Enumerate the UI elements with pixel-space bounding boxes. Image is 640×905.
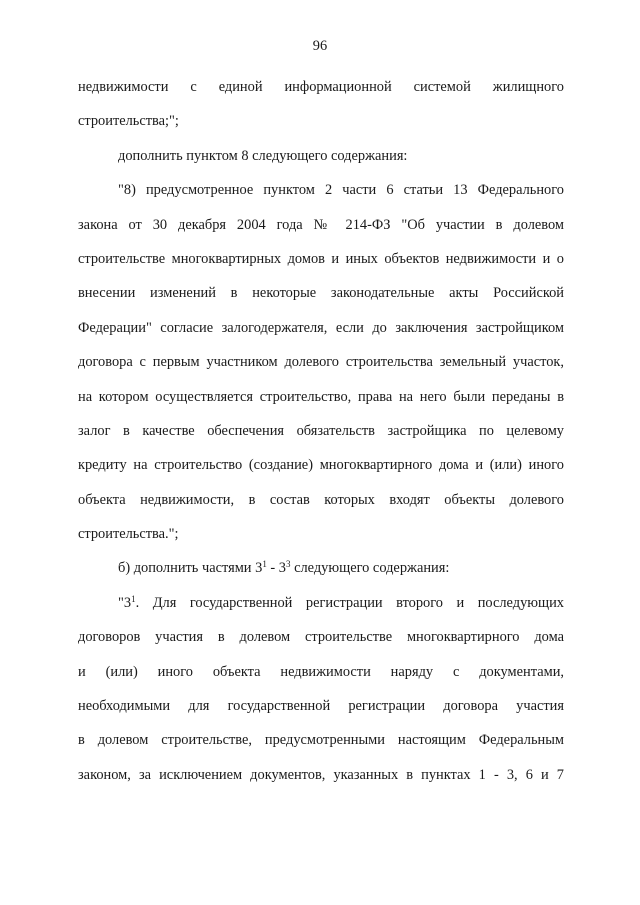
text-line-with-superscripts bbox=[78, 586, 564, 620]
text-line: залог в качестве обеспечения обязательств застройщика по целевому bbox=[78, 422, 564, 439]
text-line: договоров участия в долевом строительстве многоквартирного дома bbox=[78, 629, 564, 646]
text-line: объекта недвижимости, в состав которых входят объекты долевого bbox=[78, 491, 564, 508]
text-line: договора с первым участником долевого строительства земельный участок, bbox=[78, 354, 564, 371]
text-fragment: б) дополнить частями 3 bbox=[118, 560, 263, 577]
text-line-with-superscripts bbox=[78, 551, 564, 585]
text-line: дополнить пунктом 8 следующего содержания: bbox=[118, 147, 408, 164]
text-line: внесении изменений в некоторые законодательные акты Российской bbox=[78, 285, 564, 302]
text-line: строительства;"; bbox=[78, 113, 179, 130]
text-line: строительстве многоквартирных домов и иных объектов недвижимости и о bbox=[78, 250, 564, 267]
page-number: 96 bbox=[312, 38, 328, 54]
text-line: необходимыми для государственной регистрации договора участия bbox=[78, 698, 564, 715]
text-line: законом, за исключением документов, указанных в пунктах 1 - 3, 6 и 7 bbox=[78, 766, 564, 783]
text-fragment: . Для государственной регистрации второго и последующих bbox=[135, 594, 564, 611]
text-fragment: - 3 bbox=[266, 560, 286, 577]
superscript: 1 bbox=[131, 593, 136, 604]
text-line: кредиту на строительство (создание) многоквартирного дома и (или) иного bbox=[78, 457, 564, 474]
superscript: 3 bbox=[286, 559, 291, 570]
body-text bbox=[78, 70, 564, 792]
text-line: на котором осуществляется строительство, права на него были переданы в bbox=[78, 388, 564, 405]
text-line: "8) предусмотренное пунктом 2 части 6 статьи 13 Федерального bbox=[118, 182, 564, 199]
text-line: в долевом строительстве, предусмотренными настоящим Федеральным bbox=[78, 732, 564, 749]
text-fragment: следующего содержания: bbox=[290, 560, 450, 577]
text-fragment: "3 bbox=[118, 594, 132, 611]
text-line: и (или) иного объекта недвижимости наряду с документами, bbox=[78, 663, 564, 680]
text-line: закона от 30 декабря 2004 года № 214-ФЗ "Об участии в долевом bbox=[78, 216, 564, 233]
text-line: недвижимости с единой информационной системой жилищного bbox=[78, 79, 564, 95]
text-line: строительства."; bbox=[78, 526, 179, 543]
superscript: 1 bbox=[262, 559, 267, 570]
text-line: Федерации" согласие залогодержателя, если до заключения застройщиком bbox=[78, 319, 564, 336]
